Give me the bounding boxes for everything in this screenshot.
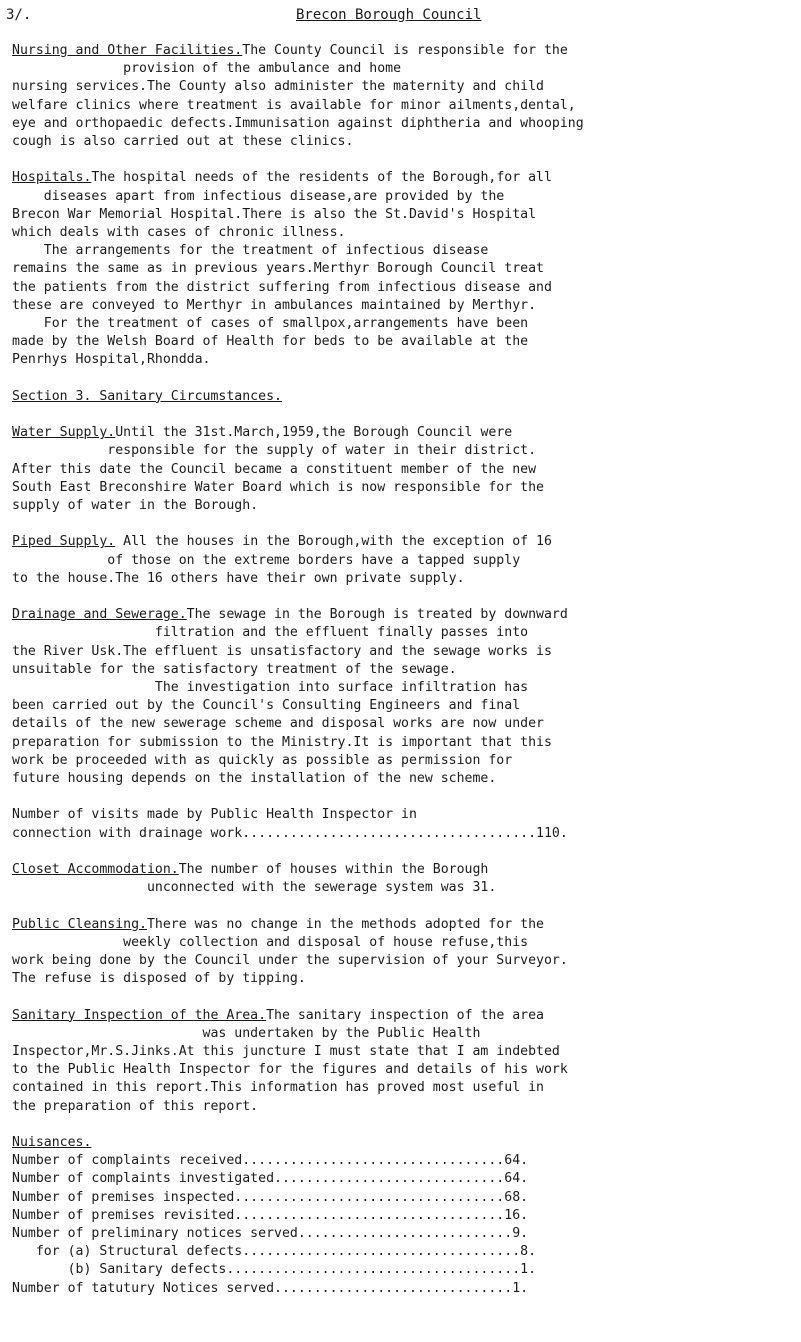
text-line xyxy=(12,260,544,278)
line-text: to the house.The 16 others have their own private supply. xyxy=(12,570,465,586)
line-text: provision of the ambulance and home xyxy=(12,61,402,77)
section-heading: Water Supply. xyxy=(12,425,116,441)
line-text: Number of visits made by Public Health Inspector in xyxy=(12,807,417,823)
line-text: the patients from the district suffering from infectious disease and xyxy=(12,279,552,295)
text-line xyxy=(12,697,520,715)
section-heading-line xyxy=(12,42,568,60)
section-heading: Nursing and Other Facilities. xyxy=(12,43,243,58)
text-line xyxy=(12,1207,528,1225)
text-line xyxy=(12,1025,480,1043)
text-line xyxy=(12,60,401,78)
line-text: The hospital needs of the residents of the Borough,for all xyxy=(91,170,552,186)
text-line xyxy=(12,715,544,733)
text-line xyxy=(12,661,457,679)
text-line xyxy=(12,1061,568,1079)
section-heading: Section 3. Sanitary Circumstances. xyxy=(12,388,282,404)
page-title: Brecon Borough Council xyxy=(296,7,482,23)
line-text: work being done by the Council under the supervision of your Surveyor. xyxy=(12,953,568,968)
section-heading: Hospitals. xyxy=(12,170,92,186)
line-text: diseases apart from infectious disease,are provided by the xyxy=(12,188,505,204)
text-line xyxy=(12,279,552,297)
line-text: connection with drainage work.....................................110. xyxy=(12,825,568,841)
line-text: Number of premises inspected..................................68. xyxy=(12,1189,529,1205)
line-text: South East Breconshire Water Board which is now responsible for the xyxy=(12,479,544,495)
line-text: The sanitary inspection of the area xyxy=(266,1007,544,1023)
section-heading-line xyxy=(12,1134,91,1152)
section-heading: Public Cleansing. xyxy=(12,916,147,932)
text-line xyxy=(12,351,211,369)
section-heading-line xyxy=(12,169,552,187)
section-heading: Sanitary Inspection of the Area. xyxy=(12,1007,267,1023)
section-heading-line xyxy=(12,1007,544,1025)
section-heading-line xyxy=(12,388,282,406)
section-heading: Piped Supply. xyxy=(12,534,116,550)
line-text: weekly collection and disposal of house refuse,this xyxy=(12,934,529,950)
line-text: work be proceeded with as quickly as possible as permission for xyxy=(12,752,513,768)
text-line xyxy=(12,297,536,315)
text-line xyxy=(12,1079,544,1097)
text-line xyxy=(12,679,528,697)
text-line xyxy=(12,1243,536,1261)
page-header xyxy=(6,6,786,26)
line-text: the preparation of this report. xyxy=(12,1098,259,1114)
line-text: Number of complaints received.................................64. xyxy=(12,1153,529,1169)
text-line xyxy=(12,497,258,515)
text-line xyxy=(12,1170,528,1188)
line-text: Number of tatutury Notices served..............................1. xyxy=(12,1280,529,1296)
line-text: Until the 31st.March,1959,the Borough Council were xyxy=(115,425,513,441)
text-line xyxy=(12,934,528,952)
line-text: remains the same as in previous years.Merthyr Borough Council treat xyxy=(12,261,544,277)
section-heading: Drainage and Sewerage. xyxy=(12,607,187,623)
text-line xyxy=(12,479,544,497)
line-text: supply of water in the Borough. xyxy=(12,498,259,513)
text-line xyxy=(12,1043,560,1061)
section-heading-line xyxy=(12,606,568,624)
line-text: After this date the Council became a constituent member of the new xyxy=(12,461,537,477)
text-line xyxy=(12,1280,528,1298)
section-heading: Closet Accommodation. xyxy=(12,862,179,877)
text-line xyxy=(12,188,504,206)
section-heading-line xyxy=(12,533,552,551)
line-text: contained in this report.This information has proved most useful in xyxy=(12,1080,544,1096)
line-text: which deals with cases of chronic illness. xyxy=(12,225,346,240)
text-line xyxy=(12,133,353,151)
line-text: (b) Sanitary defects.....................................1. xyxy=(12,1262,537,1278)
line-text: of those on the extreme borders have a tapped supply xyxy=(12,552,521,568)
line-text: Number of preliminary notices served...........................9. xyxy=(12,1226,529,1241)
text-line xyxy=(12,1225,528,1243)
line-text: these are conveyed to Merthyr in ambulances maintained by Merthyr. xyxy=(12,297,537,313)
text-line xyxy=(12,970,306,988)
line-text: preparation for submission to the Ministry.It is important that this xyxy=(12,734,552,750)
line-text: Number of premises revisited..................................16. xyxy=(12,1207,529,1223)
line-text: future housing depends on the installation of the new scheme. xyxy=(12,771,497,786)
text-line xyxy=(12,624,528,642)
section-heading-line xyxy=(12,861,488,879)
line-text: The refuse is disposed of by tipping. xyxy=(12,971,306,987)
text-line xyxy=(12,1189,528,1207)
line-text: Brecon War Memorial Hospital.There is also the St.David's Hospital xyxy=(12,206,537,222)
text-line xyxy=(12,315,528,333)
line-text: details of the new sewerage scheme and disposal works are now under xyxy=(12,716,544,732)
line-text: for (a) Structural defects...................................8. xyxy=(12,1244,537,1260)
text-line xyxy=(12,97,576,115)
text-line xyxy=(12,752,512,770)
text-line xyxy=(12,770,496,788)
line-text: made by the Welsh Board of Health for beds to be available at the xyxy=(12,334,529,350)
text-line xyxy=(12,734,552,752)
line-text: Inspector,Mr.S.Jinks.At this juncture I must state that I am indebted xyxy=(12,1044,560,1059)
line-text: Number of complaints investigated.............................64. xyxy=(12,1171,529,1187)
text-line xyxy=(12,206,536,224)
text-line xyxy=(12,1098,258,1116)
line-text: All the houses in the Borough,with the exception of 16 xyxy=(115,534,552,550)
text-line xyxy=(12,806,417,824)
text-line xyxy=(12,242,488,260)
text-line xyxy=(12,78,544,96)
line-text: cough is also carried out at these clinics. xyxy=(12,134,354,149)
text-line xyxy=(12,552,520,570)
section-heading-line xyxy=(12,916,544,934)
text-line xyxy=(12,1152,528,1170)
text-line xyxy=(12,115,584,133)
line-text: welfare clinics where treatment is available for minor ailments,dental, xyxy=(12,97,576,113)
text-line xyxy=(12,825,568,843)
section-heading-line xyxy=(12,424,512,442)
text-line xyxy=(12,1261,536,1279)
text-line xyxy=(12,643,552,661)
line-text: There was no change in the methods adopted for the xyxy=(146,916,544,932)
text-line xyxy=(12,952,568,970)
line-text: The number of houses within the Borough xyxy=(178,862,489,877)
line-text: For the treatment of cases of smallpox,arrangements have been xyxy=(12,316,529,331)
line-text: unsuitable for the satisfactory treatment of the sewage. xyxy=(12,661,457,677)
line-text: to the Public Health Inspector for the figures and details of his work xyxy=(12,1062,568,1078)
line-text: unconnected with the sewerage system was 31. xyxy=(12,880,497,896)
text-line xyxy=(12,224,345,242)
line-text: The sewage in the Borough is treated by downward xyxy=(186,607,568,623)
line-text: the River Usk.The effluent is unsatisfactory and the sewage works is xyxy=(12,643,552,659)
line-text: eye and orthopaedic defects.Immunisation against diphtheria and whooping xyxy=(12,115,584,131)
text-line xyxy=(12,461,536,479)
line-text: nursing services.The County also administer the maternity and child xyxy=(12,79,544,95)
text-line xyxy=(12,570,465,588)
text-line xyxy=(12,333,528,351)
line-text: The arrangements for the treatment of infectious disease xyxy=(12,243,489,259)
page-number: 3/. xyxy=(6,7,32,23)
line-text: been carried out by the Council's Consulting Engineers and final xyxy=(12,698,521,714)
line-text: The investigation into surface infiltration has xyxy=(12,680,529,695)
line-text: The County Council is responsible for the xyxy=(242,43,568,58)
line-text: was undertaken by the Public Health xyxy=(12,1025,481,1041)
line-text: Penrhys Hospital,Rhondda. xyxy=(12,352,211,368)
text-line xyxy=(12,442,536,460)
text-line xyxy=(12,879,496,897)
line-text: filtration and the effluent finally passes into xyxy=(12,625,529,641)
line-text: responsible for the supply of water in their district. xyxy=(12,443,537,459)
section-heading: Nuisances. xyxy=(12,1135,92,1150)
